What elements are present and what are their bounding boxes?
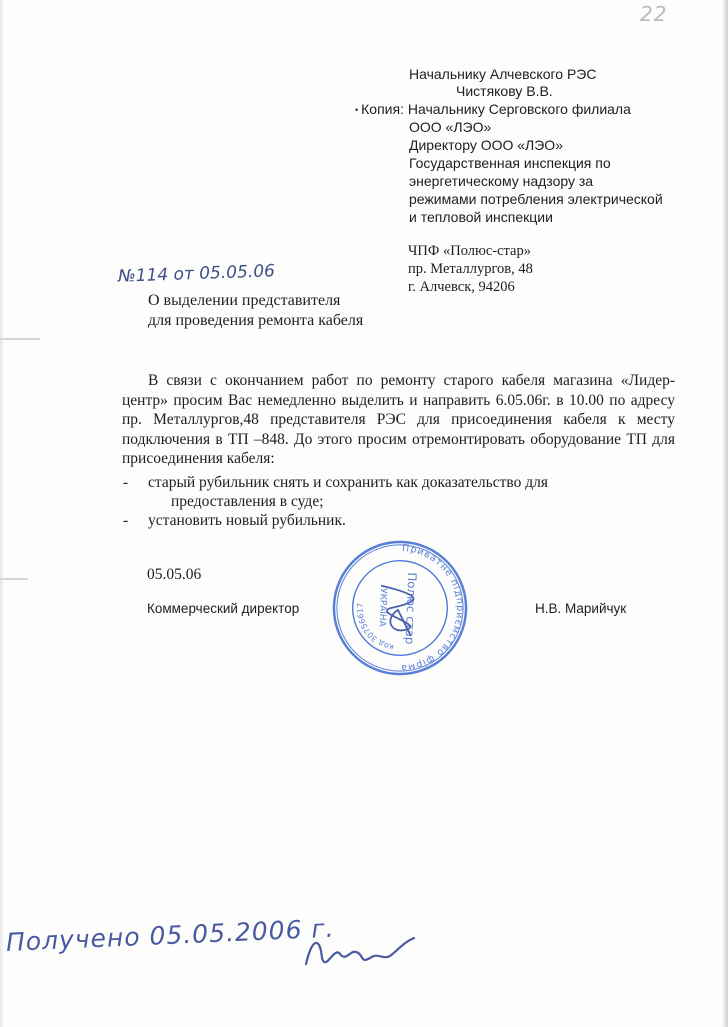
list-item-text: установить новый рубильник. [148,512,346,529]
left-edge-shadow [0,0,4,1027]
page-number: 22 [640,2,668,26]
list-item [123,473,548,493]
signatory-position: Коммерческий директор [147,601,300,616]
copy-recipient: энергетическому надзору за [409,173,594,189]
sender-city: г. Алчевск, 94206 [408,279,515,295]
subject-line: О выделении представителя [148,292,341,309]
copy-recipient: Начальнику Серговского филиала [407,101,631,117]
right-edge-shadow [722,0,728,1027]
received-note: Получено 05.05.2006 г. [5,913,336,957]
addressee-line: Начальнику Алчевского РЭС [409,66,597,82]
stamp-inner-ring [351,559,449,657]
list-dash: - [123,512,129,529]
stamp-outer-text: Приватне підприємство фірма [399,542,466,674]
letter-date: 05.05.06 [147,566,202,583]
copy-line [355,101,631,118]
copy-recipient: Государственная инспекция по [409,155,611,171]
registration-number: №114 от 05.05.06 [117,261,276,287]
company-stamp [329,537,472,680]
paper-crease [0,338,40,340]
stamp-company: Полюс стар [402,572,420,645]
letter-body: В связи с окончанием работ по ремонту старого кабеля магазина «Лидер-центр» просим Вас немедленно выделить и направить 6.05.06г. в 10.00 по адресу пр. Металлургов,48 представителя РЭС для присоединения кабеля к месту подключения в ТП –848. До этого просим отремонтировать оборудование ТП для присоединения кабеля: [122,372,675,467]
copy-recipient: режимами потребления электрической [409,191,663,207]
signatory-name: Н.В. Марийчук [535,601,627,616]
copy-bullet-icon: • [355,105,359,116]
subject-line: для проведения ремонта кабеля [148,312,364,329]
sender-street: пр. Металлургов, 48 [408,261,533,277]
copy-prefix: Копия: [361,101,404,117]
sender-name: ЧПФ «Полюс-стар» [408,243,531,259]
copy-recipient: и тепловой инспекции [409,209,553,225]
copy-recipient: Директору ООО «ЛЭО» [409,137,563,153]
list-item-continuation: предоставления в суде; [171,493,324,510]
list-dash: - [123,474,129,491]
addressee-line: Чистякову В.В. [456,83,553,99]
list-item [123,511,346,531]
received-signature [300,928,420,976]
stamp-country: УКРАЇНА [376,588,388,627]
copy-recipient: ООО «ЛЭО» [409,119,492,135]
stamp-code: код 30756617 [355,602,395,652]
paper-crease [0,578,28,580]
list-item-text: старый рубильник снять и сохранить как доказательство для [148,474,548,491]
